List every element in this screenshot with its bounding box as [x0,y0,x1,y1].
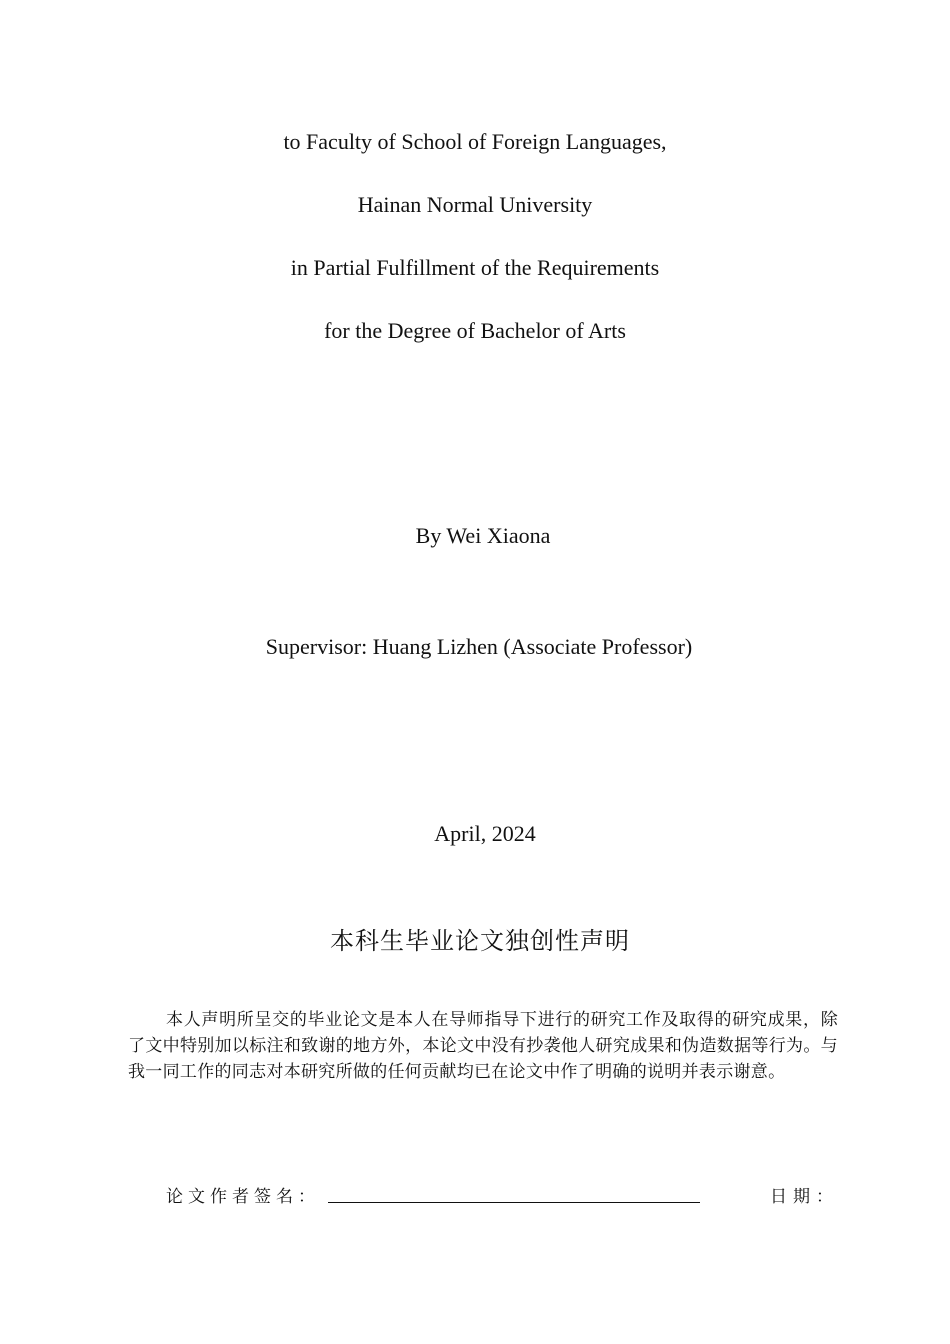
declaration-body: 本人声明所呈交的毕业论文是本人在导师指导下进行的研究工作及取得的研究成果，除了文中特别加以标注和致谢的地方外，本论文中没有抄袭他人研究成果和伪造数据等行为。与我一同工作的同志对本研究所做的任何贡献均已在论文中作了明确的说明并表示谢意。 [128,1010,838,1082]
declaration-title: 本科生毕业论文独创性声明 [330,927,630,955]
submission-line-requirements: in Partial Fulfillment of the Requirements [290,255,660,280]
signature-blank-line [328,1202,700,1203]
signature-row [166,1180,846,1210]
date-line: April, 2024 [434,821,536,846]
submission-line-university: Hainan Normal University [357,192,593,217]
author-line: By Wei Xiaona [415,523,551,548]
signature-label: 论文作者签名： [166,1187,320,1207]
submission-line-degree: for the Degree of Bachelor of Arts [324,318,626,343]
submission-line-faculty: to Faculty of School of Foreign Languages, [283,129,667,154]
supervisor-line: Supervisor: Huang Lizhen (Associate Professor) [265,634,693,659]
signature-date-label: 日期： [770,1187,839,1207]
